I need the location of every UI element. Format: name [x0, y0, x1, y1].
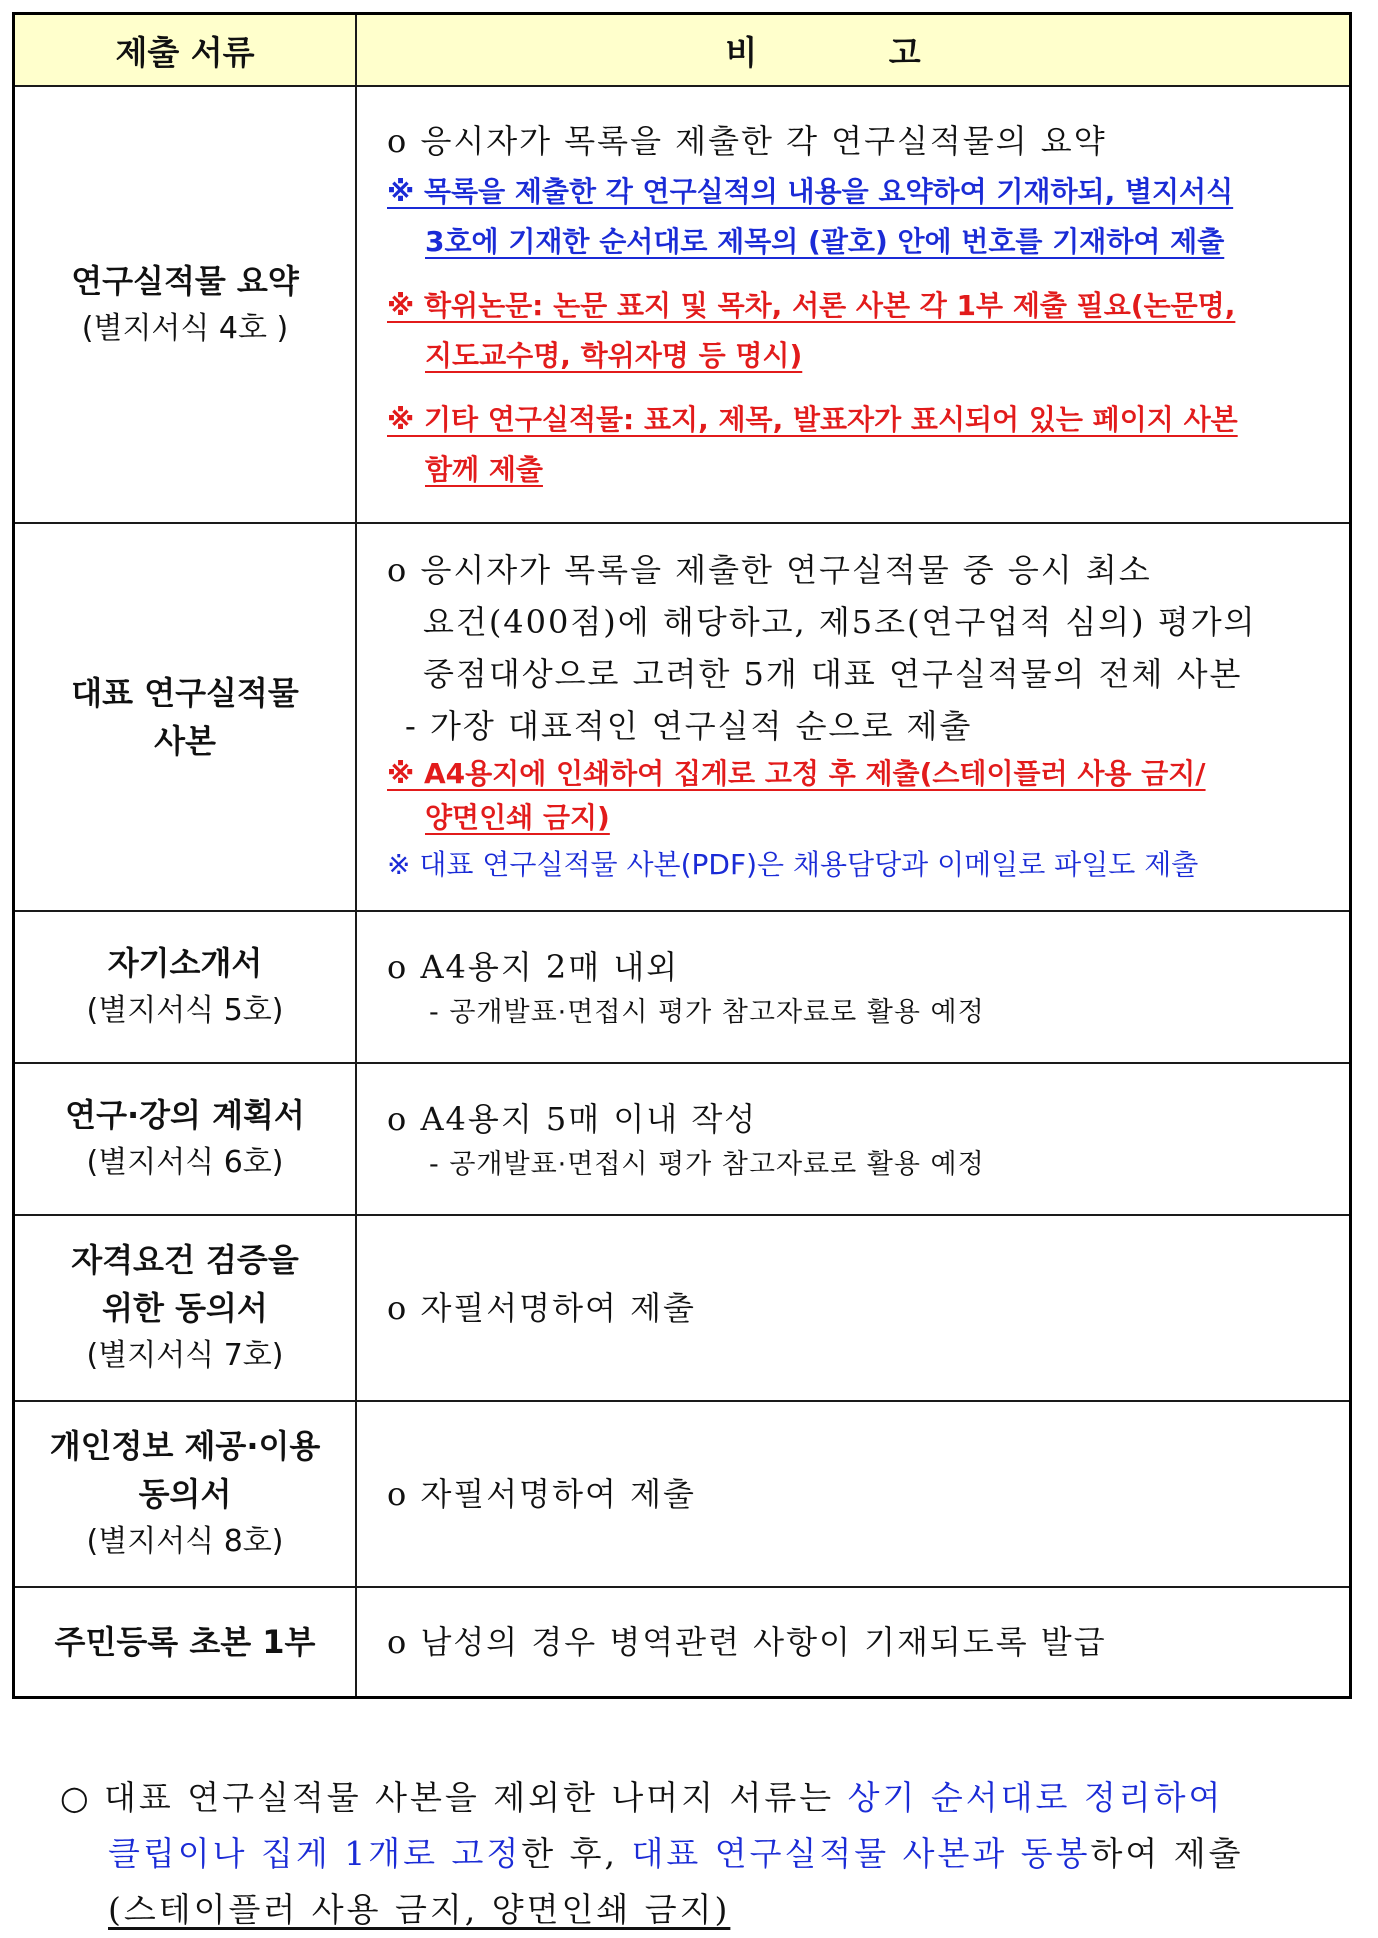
doc-name-cell — [14, 1063, 357, 1215]
doc-name-cell — [14, 1587, 357, 1697]
remark-note-line1: ※ 학위논문: 논문 표지 및 목차, 서론 사본 각 1부 제출 필요(논문명, — [387, 288, 1236, 322]
header-submitted-docs: 제출 서류 — [14, 14, 357, 87]
remark-note — [387, 752, 1331, 840]
footer-highlight: 클립이나 집게 1개로 고정 — [108, 1834, 522, 1873]
table-row — [14, 1587, 1351, 1697]
footer-highlight: 상기 순서대로 정리하여 — [847, 1778, 1224, 1817]
table-header-row — [14, 14, 1351, 87]
remark-main: o A4용지 5매 이내 작성 — [387, 1100, 758, 1138]
footer-restriction: (스테이플러 사용 금지, 양면인쇄 금지) — [108, 1890, 731, 1929]
table-row — [14, 1215, 1351, 1401]
doc-name-cell — [14, 86, 357, 523]
remarks-cell — [356, 911, 1351, 1063]
doc-form-ref: (별지서식 4호 ) — [81, 310, 289, 346]
doc-form-ref: (별지서식 8호) — [86, 1524, 284, 1559]
doc-title: 동의서 — [138, 1475, 232, 1513]
remark-note-line1: ※ 기타 연구실적물: 표지, 제목, 발표자가 표시되어 있는 페이지 사본 — [387, 402, 1238, 436]
remark-main: 중점대상으로 고려한 5개 대표 연구실적물의 전체 사본 — [423, 655, 1243, 693]
remarks-cell — [356, 1401, 1351, 1587]
header-remarks — [356, 14, 1351, 87]
doc-title: 위한 동의서 — [102, 1289, 268, 1327]
remarks-cell — [356, 86, 1351, 523]
bullet-circle-icon: ○ — [60, 1778, 92, 1817]
documents-table — [12, 12, 1352, 1699]
doc-title: 주민등록 초본 1부 — [54, 1622, 316, 1661]
remark-note-line2: 함께 제출 — [425, 452, 543, 486]
table-row — [14, 86, 1351, 523]
table-row — [14, 911, 1351, 1063]
remark-note-line1: ※ A4용지에 인쇄하여 집게로 고정 후 제출(스테이플러 사용 금지/ — [387, 757, 1206, 790]
doc-title: 대표 연구실적물 — [71, 674, 299, 712]
doc-title: 개인정보 제공·이용 — [49, 1427, 321, 1465]
doc-form-ref: (별지서식 5호) — [86, 993, 284, 1028]
remark-main: o 응시자가 목록을 제출한 각 연구실적물의 요약 — [387, 121, 1107, 160]
remark-note — [387, 395, 1331, 495]
doc-title: 연구실적물 요약 — [71, 261, 299, 300]
remark-note — [387, 167, 1331, 267]
footer-highlight: 대표 연구실적물 사본과 동봉 — [631, 1834, 1091, 1873]
remark-main: 요건(400점)에 해당하고, 제5조(연구업적 심의) 평가의 — [423, 603, 1257, 641]
header-remarks-text: 비 고 — [725, 32, 981, 72]
remark-dash: - 가장 대표적인 연구실적 순으로 제출 — [405, 707, 973, 745]
remark-note-line1: ※ 목록을 제출한 각 연구실적의 내용을 요약하여 기재하되, 별지서식 — [387, 174, 1234, 208]
remark-note — [387, 281, 1331, 381]
table-row — [14, 1063, 1351, 1215]
table-row — [14, 1401, 1351, 1587]
doc-form-ref: (별지서식 7호) — [86, 1338, 284, 1373]
remark-note: ※ 대표 연구실적물 사본(PDF)은 채용담당과 이메일로 파일도 제출 — [387, 848, 1199, 881]
doc-form-ref: (별지서식 6호) — [86, 1145, 284, 1180]
doc-title: 사본 — [154, 722, 216, 760]
remarks-cell — [356, 1063, 1351, 1215]
footer-line-2 — [60, 1826, 1360, 1882]
doc-name-cell — [14, 523, 357, 911]
remark-main: o 남성의 경우 병역관련 사항이 기재되도록 발급 — [387, 1622, 1107, 1661]
doc-name-cell — [14, 911, 357, 1063]
footer-text: 한 후, — [521, 1834, 632, 1873]
remark-main: o 자필서명하여 제출 — [387, 1475, 696, 1513]
remark-main: o 응시자가 목록을 제출한 연구실적물 중 응시 최소 — [387, 551, 1152, 589]
remark-note-line2: 3호에 기재한 순서대로 제목의 (괄호) 안에 번호를 기재하여 제출 — [425, 224, 1225, 258]
remark-main: o A4용지 2매 내외 — [387, 948, 680, 986]
remarks-cell — [356, 523, 1351, 911]
remark-note-line2: 양면인쇄 금지) — [425, 801, 610, 834]
doc-title: 연구·강의 계획서 — [65, 1096, 305, 1134]
remark-main: o 자필서명하여 제출 — [387, 1289, 696, 1327]
doc-title: 자격요건 검증을 — [71, 1241, 299, 1279]
remark-note-line2: 지도교수명, 학위자명 등 명시) — [425, 338, 803, 372]
footer-note — [60, 1770, 1360, 1938]
remark-detail: - 공개발표·면접시 평가 참고자료로 활용 예정 — [429, 997, 985, 1028]
remarks-cell — [356, 1215, 1351, 1401]
remark-detail: - 공개발표·면접시 평가 참고자료로 활용 예정 — [429, 1149, 985, 1180]
table-row — [14, 523, 1351, 911]
doc-title: 자기소개서 — [107, 944, 263, 982]
doc-name-cell — [14, 1215, 357, 1401]
footer-text: 하여 제출 — [1090, 1834, 1244, 1873]
doc-name-cell — [14, 1401, 357, 1587]
footer-text: 대표 연구실적물 사본을 제외한 나머지 서류는 — [104, 1778, 848, 1817]
remarks-cell — [356, 1587, 1351, 1697]
